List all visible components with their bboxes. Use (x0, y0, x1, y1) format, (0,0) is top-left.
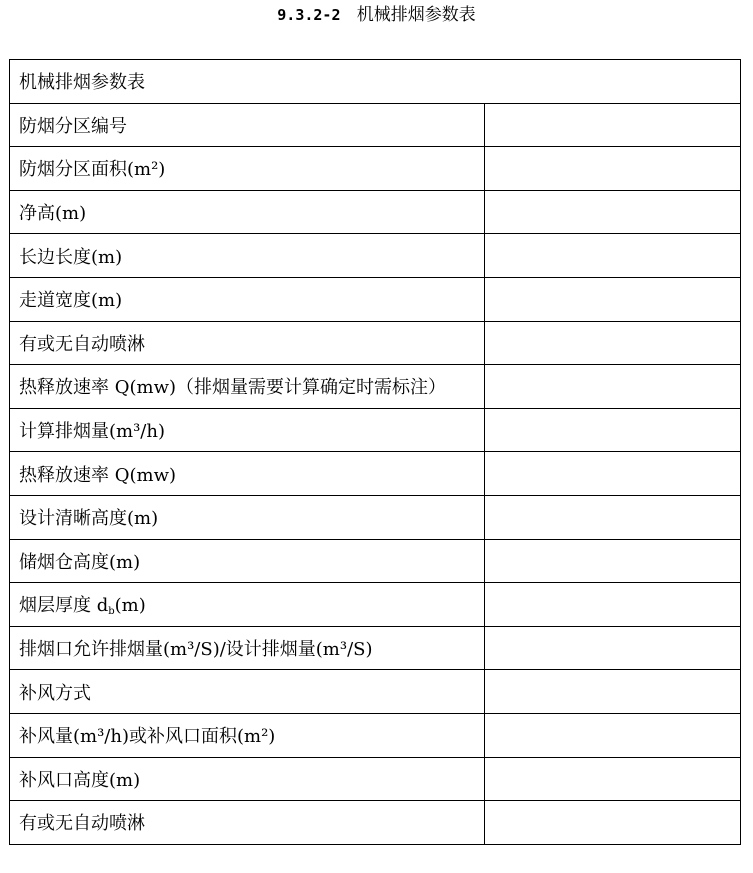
row-label: 有或无自动喷淋 (10, 801, 485, 845)
row-label: 防烟分区面积(m²) (10, 147, 485, 191)
table-header-cell: 机械排烟参数表 (10, 60, 741, 104)
row-label: 有或无自动喷淋 (10, 321, 485, 365)
row-value (485, 495, 741, 539)
table-caption (0, 4, 753, 26)
row-label: 净高(m) (10, 190, 485, 234)
row-label: 设计清晰高度(m) (10, 495, 485, 539)
table-row (10, 801, 741, 845)
row-label-subscript: b (108, 606, 115, 618)
row-value (485, 234, 741, 278)
row-value (485, 103, 741, 147)
row-value (485, 626, 741, 670)
row-label: 计算排烟量(m³/h) (10, 408, 485, 452)
row-label: 走道宽度(m) (10, 277, 485, 321)
row-value (485, 757, 741, 801)
row-value (485, 713, 741, 757)
table-row (10, 495, 741, 539)
row-value (485, 190, 741, 234)
row-label: 补风口高度(m) (10, 757, 485, 801)
row-value (485, 365, 741, 409)
row-value (485, 801, 741, 845)
row-label: 长边长度(m) (10, 234, 485, 278)
row-label: 补风方式 (10, 670, 485, 714)
row-label-text: 烟层厚度 d (19, 595, 109, 617)
row-label: 补风量(m³/h)或补风口面积(m²) (10, 713, 485, 757)
table-row (10, 757, 741, 801)
row-label-smoke-layer-thickness (10, 583, 485, 627)
table-row (10, 234, 741, 278)
table-row (10, 713, 741, 757)
table-row (10, 408, 741, 452)
row-label: 防烟分区编号 (10, 103, 485, 147)
table-row (10, 670, 741, 714)
row-value (485, 583, 741, 627)
caption-title: 机械排烟参数表 (356, 5, 476, 25)
row-value (485, 321, 741, 365)
table-row (10, 321, 741, 365)
row-value (485, 452, 741, 496)
row-label: 热释放速率 Q(mw)（排烟量需要计算确定时需标注） (10, 365, 485, 409)
row-label-unit: (m) (114, 595, 146, 617)
row-label: 排烟口允许排烟量(m³/S)/设计排烟量(m³/S) (10, 626, 485, 670)
smoke-exhaust-parameter-table (9, 59, 741, 845)
table-row (10, 277, 741, 321)
row-value (485, 539, 741, 583)
table-header-row (10, 60, 741, 104)
table-row (10, 583, 741, 627)
table-row (10, 103, 741, 147)
row-value (485, 408, 741, 452)
table-row (10, 147, 741, 191)
row-value (485, 670, 741, 714)
table-row (10, 539, 741, 583)
row-label: 储烟仓高度(m) (10, 539, 485, 583)
table-row (10, 452, 741, 496)
table-row (10, 365, 741, 409)
row-value (485, 147, 741, 191)
table-row (10, 626, 741, 670)
row-label: 热释放速率 Q(mw) (10, 452, 485, 496)
table-row (10, 190, 741, 234)
row-value (485, 277, 741, 321)
caption-number: 9.3.2-2 (277, 6, 341, 24)
